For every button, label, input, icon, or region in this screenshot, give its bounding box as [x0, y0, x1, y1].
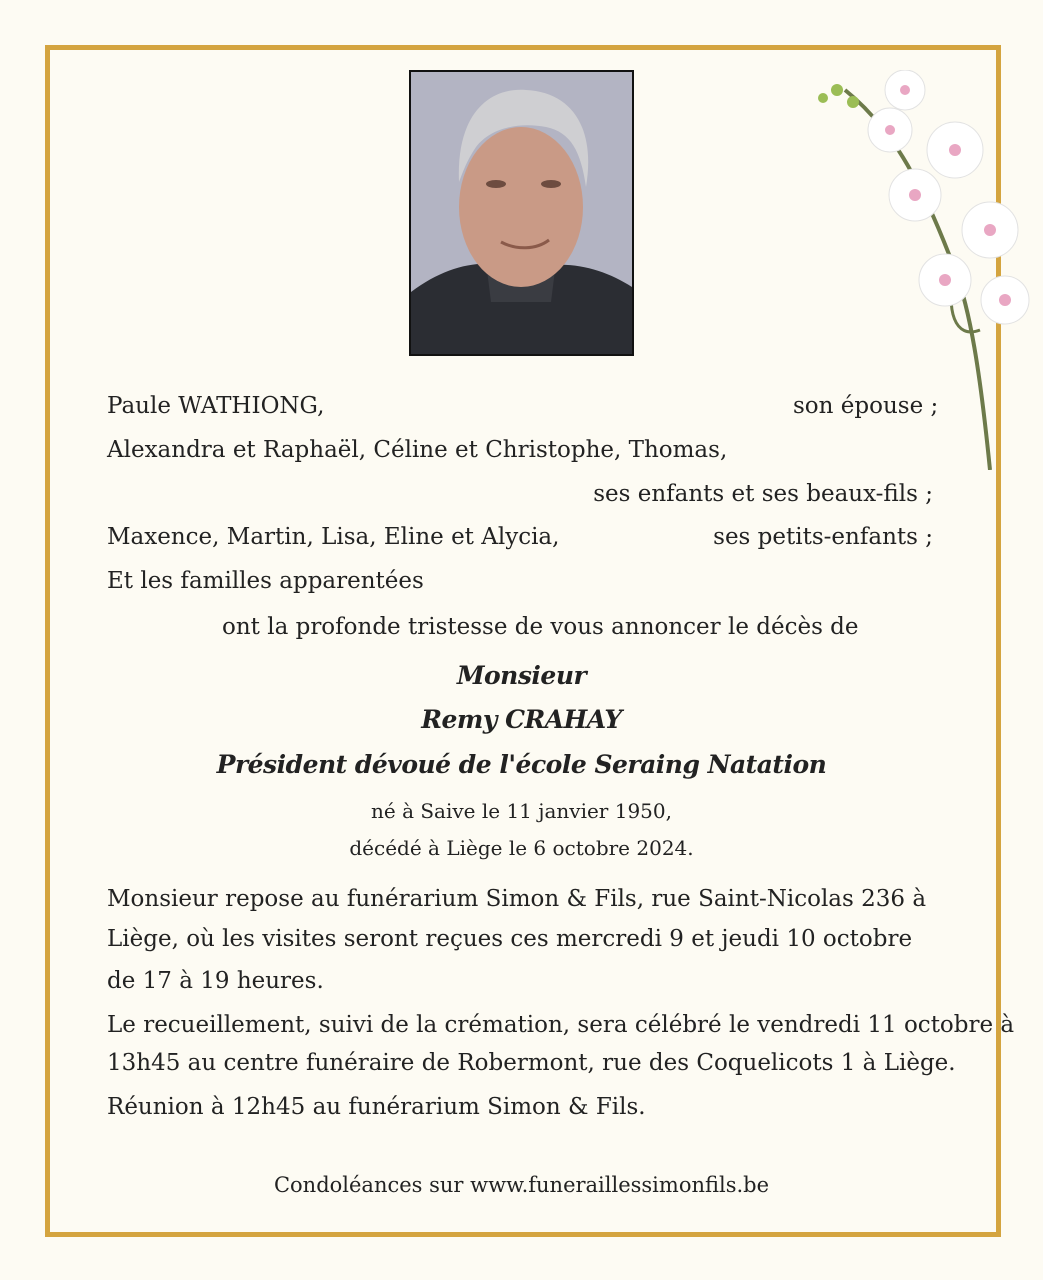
- grandchildren-role: ses petits-enfants ;: [713, 524, 933, 550]
- deceased-title: Monsieur: [456, 661, 587, 690]
- details-line-3: de 17 à 19 heures.: [107, 968, 324, 994]
- spouse-name: Paule WATHIONG,: [107, 393, 325, 419]
- details-line-2: Liège, où les visites seront reçues ces mercredi 9 et jeudi 10 octobre: [107, 926, 913, 952]
- birth-line: né à Saive le 11 janvier 1950,: [371, 799, 672, 823]
- deceased-name: Remy CRAHAY: [421, 705, 622, 734]
- details-line-4: Le recueillement, suivi de la crémation, sera célébré le vendredi 11 octobre à: [107, 1012, 1015, 1038]
- details-line-6: Réunion à 12h45 au funérarium Simon & Fils.: [107, 1094, 646, 1120]
- children-role: ses enfants et ses beaux-fils ;: [593, 481, 933, 507]
- announcement: ont la profonde tristesse de vous annoncer le décès de: [222, 614, 859, 640]
- deceased-role: Président dévoué de l'école Seraing Natation: [216, 750, 827, 779]
- portrait-photo: [409, 70, 634, 356]
- details-line-5: 13h45 au centre funéraire de Robermont, rue des Coquelicots 1 à Liège.: [107, 1050, 956, 1076]
- condolences-link[interactable]: Condoléances sur www.funeraillessimonfils.be: [273, 1173, 770, 1197]
- children-names: Alexandra et Raphaël, Céline et Christophe, Thomas,: [107, 437, 728, 463]
- relatives: Et les familles apparentées: [107, 568, 424, 594]
- death-line: décédé à Liège le 6 octobre 2024.: [349, 836, 694, 860]
- grandchildren-names: Maxence, Martin, Lisa, Eline et Alycia,: [107, 524, 560, 550]
- spouse-role: son épouse ;: [793, 393, 939, 419]
- details-line-1: Monsieur repose au funérarium Simon & Fils, rue Saint-Nicolas 236 à: [107, 886, 927, 912]
